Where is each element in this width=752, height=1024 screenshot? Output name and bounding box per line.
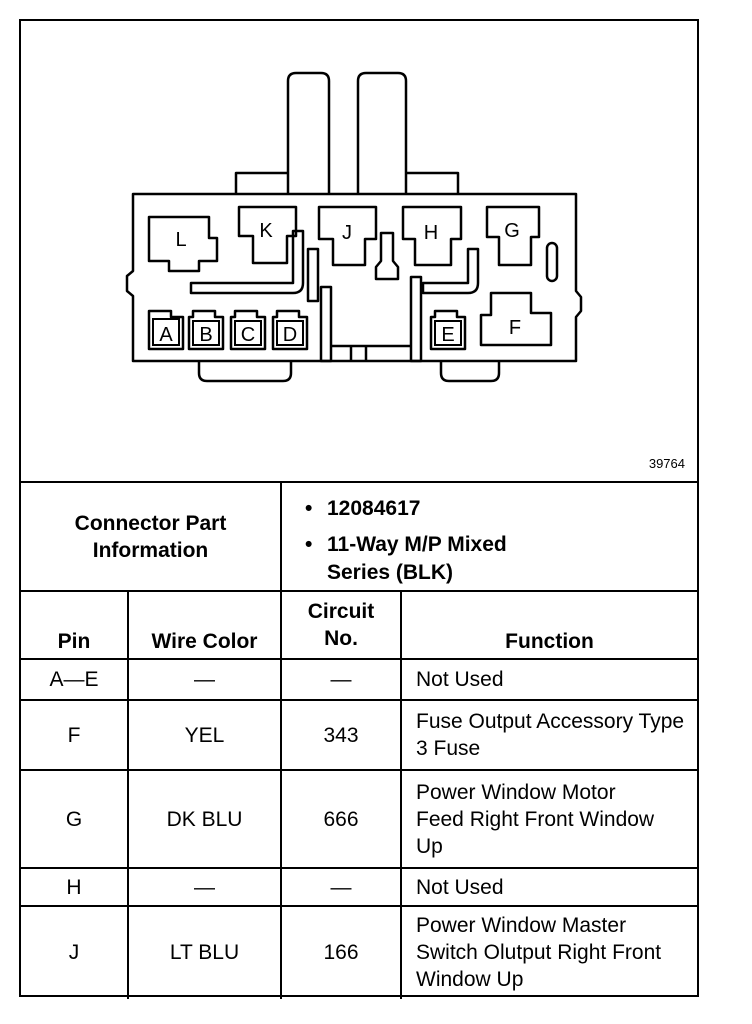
- table-cell-pin: H: [66, 875, 82, 899]
- pin-label-H: H: [423, 222, 439, 244]
- table-cell-wire: —: [194, 875, 215, 899]
- bottom-tab-right: [441, 361, 499, 381]
- table-cell-function: Power Window Master Switch Olutput Right Front Window Up: [416, 913, 662, 991]
- pin-label-G: G: [504, 220, 520, 242]
- table-cell-function: Fuse Output Accessory Type 3 Fuse: [416, 710, 685, 760]
- table-cell-circuit: 166: [323, 940, 359, 964]
- table-cell-wire: DK BLU: [166, 807, 243, 831]
- connector-face-drawing: [21, 21, 697, 482]
- connector-info-label: Connector Part Information: [74, 511, 227, 562]
- table-cell-function: Not Used: [416, 668, 504, 691]
- connector-info-item: • 12084617: [305, 497, 421, 520]
- header-circuit: Circuit No.: [307, 600, 375, 650]
- table-cell-wire: —: [194, 668, 215, 691]
- table-cell-circuit: —: [330, 668, 352, 691]
- pin-label-K: K: [259, 220, 273, 242]
- pin-label-F: F: [508, 317, 522, 339]
- pin-label-D: D: [282, 324, 298, 346]
- table-cell-function: Not Used: [416, 875, 504, 899]
- header-pin: Pin: [57, 629, 91, 653]
- table-cell-pin: A—E: [49, 668, 99, 691]
- center-pin: [376, 233, 398, 279]
- header-wire-color: Wire Color: [151, 629, 258, 653]
- connector-description: 11-Way M/P Mixed Series (BLK): [327, 533, 507, 584]
- top-latch-left: [288, 73, 329, 194]
- figure-number: 39764: [648, 456, 685, 471]
- document-frame: [19, 19, 699, 997]
- table-cell-wire: LT BLU: [169, 940, 240, 964]
- header-function: Function: [505, 629, 594, 653]
- connector-diagram: [21, 21, 697, 482]
- table-cell-circuit: 666: [323, 807, 359, 831]
- rule-info-divider: [280, 481, 282, 591]
- pin-label-C: C: [240, 324, 256, 346]
- bottom-tab-left: [199, 361, 291, 381]
- pin-label-E: E: [441, 324, 455, 346]
- table-cell-wire: YEL: [184, 723, 225, 747]
- connector-info-item: • 11-Way M/P Mixed Series (BLK): [305, 533, 507, 584]
- connector-part-number: 12084617: [327, 497, 421, 520]
- table-cell-function: Power Window Motor Feed Right Front Window Up: [416, 780, 655, 858]
- pin-label-J: J: [342, 222, 352, 244]
- connector-info-list: [301, 495, 557, 595]
- pin-label-B: B: [199, 324, 213, 346]
- table-cell-pin: J: [68, 940, 80, 964]
- pin-label-L: L: [175, 229, 187, 251]
- table-cell-circuit: 343: [323, 723, 359, 747]
- table-cell-pin: F: [67, 723, 81, 747]
- pin-label-A: A: [159, 324, 173, 346]
- table-cell-pin: G: [65, 807, 83, 831]
- top-latch-right: [358, 73, 406, 194]
- table-cell-circuit: —: [330, 875, 352, 899]
- side-slot: [547, 243, 557, 281]
